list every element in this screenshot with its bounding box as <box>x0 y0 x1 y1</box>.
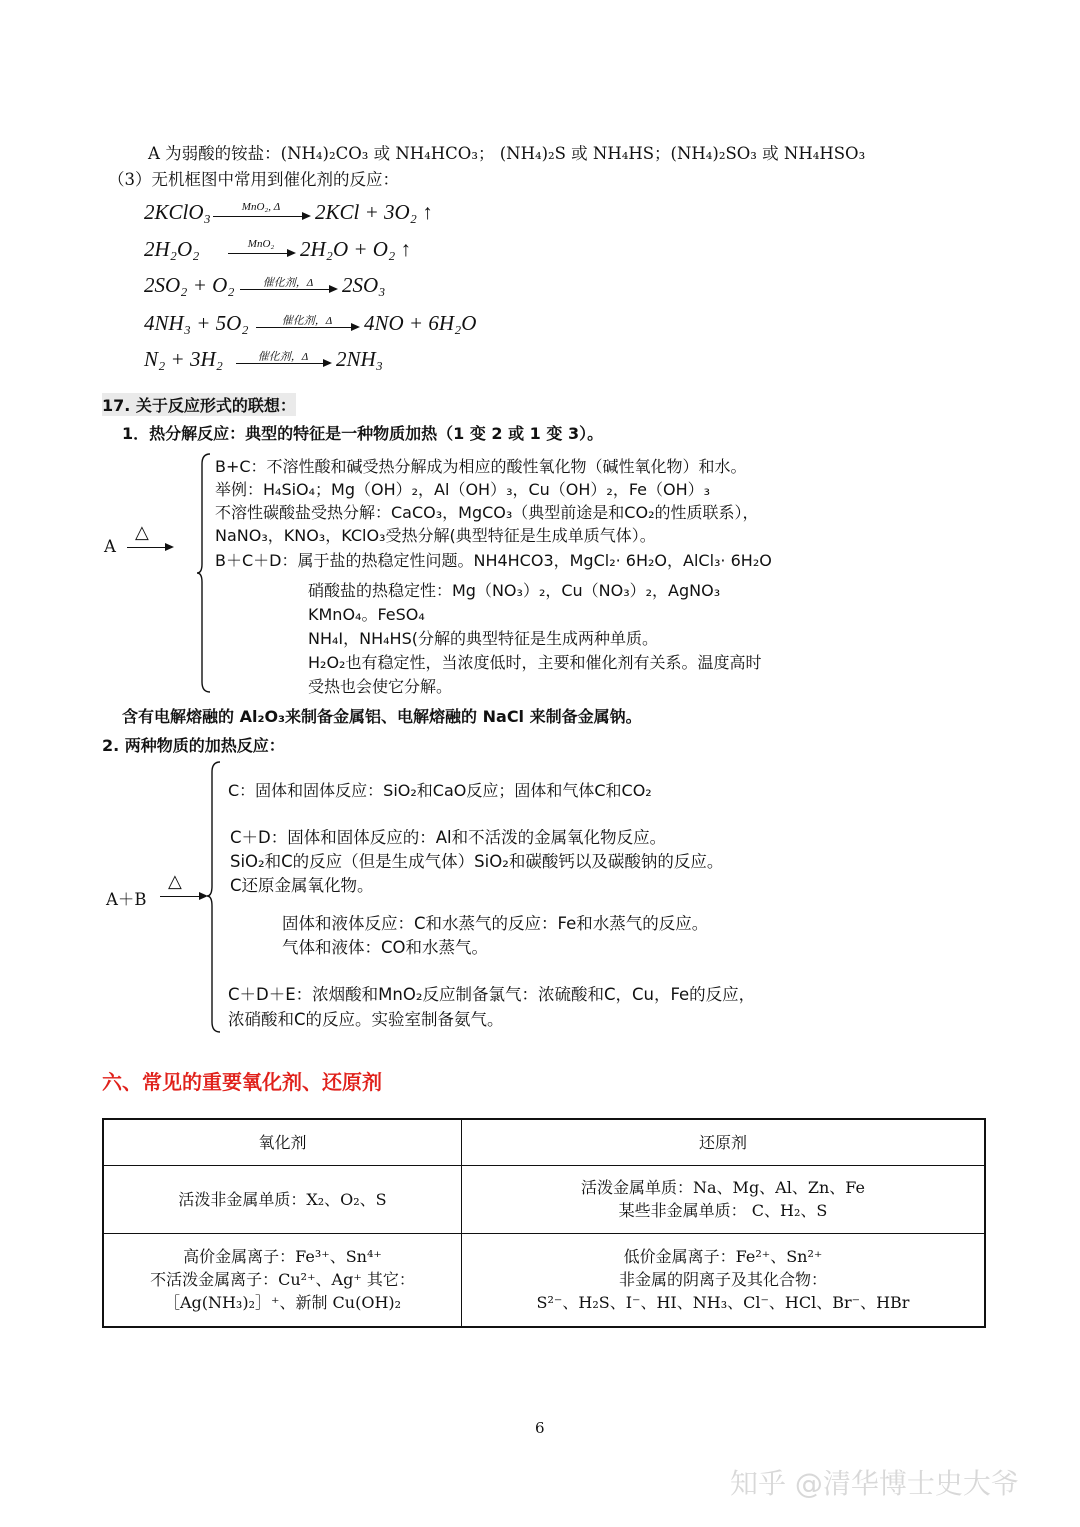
table-cell-line: ［Ag(NH₃)₂］⁺、新制 Cu(OH)₂ <box>163 1293 402 1313</box>
twos-cd-indented-line: 气体和液体：CO和水蒸气。 <box>282 938 489 957</box>
table-cell <box>103 1233 462 1327</box>
oxidant-reductant-table <box>102 1118 986 1328</box>
table-cell-line: 非金属的阴离子及其化合物： <box>618 1270 827 1290</box>
equation-right: 2NH₃ <box>336 347 383 371</box>
table-cell <box>462 1233 986 1327</box>
table-cell-line: 低价金属离子：Fe²⁺、Sn²⁺ <box>623 1247 823 1267</box>
twos-brace-icon <box>206 760 224 1034</box>
intro-line: A 为弱酸的铵盐：(NH₄)₂CO₃ 或 NH₄HCO₃； (NH₄)₂S 或 NH₄HS；(NH₄)₂SO₃ 或 NH₄HSO₃ <box>148 144 866 163</box>
section-17-heading: 17. 关于反应形式的联想： <box>102 393 296 416</box>
table-cell-line: 某些非金属单质： C、H₂、S <box>618 1201 828 1220</box>
decomp-arrow-icon <box>127 547 172 548</box>
reaction-arrow-icon <box>236 363 330 364</box>
decomp-line: 不溶性碳酸盐受热分解：CaCO₃，MgCO₃（典型前途是和CO₂的性质联系）， <box>215 503 759 522</box>
section-6-heading: 六、常见的重要氧化剂、还原剂 <box>102 1070 382 1094</box>
decomp-line: NaNO₃，KNO₃，KClO₃受热分解(典型特征是生成单质气体）。 <box>215 526 656 545</box>
twos-cde-line: C＋D＋E：浓烟酸和MnO₂反应制备氯气：浓硫酸和C，Cu，Fe的反应， <box>228 985 756 1004</box>
table-cell-line: 高价金属离子：Fe³⁺、Sn⁴⁺ <box>183 1247 382 1267</box>
equation-right: 2H₂O + O₂ ↑ <box>300 237 412 261</box>
equation-left: N₂ + 3H₂ <box>144 347 223 371</box>
equation-left: 2H₂O₂ <box>144 237 200 261</box>
reaction-arrow-icon <box>213 216 309 217</box>
reaction-arrow-icon <box>240 289 336 290</box>
triangle-mark-2: △ <box>168 871 182 892</box>
decomp-indented-line: 受热也会使它分解。 <box>308 677 453 696</box>
table-cell-line: 活泼非金属单质：X₂、O₂、S <box>178 1189 387 1209</box>
triangle-mark: △ <box>135 522 149 543</box>
decomp-indented-line: 硝酸盐的热稳定性：Mg（NO₃）₂，Cu（NO₃）₂，AgNO₃ <box>308 581 721 600</box>
decomp-indented-line: NH₄I，NH₄HS(分解的典型特征是生成两种单质。 <box>308 629 658 648</box>
decomp-brace-icon <box>196 452 214 694</box>
decomp-indented-line: KMnO₄。FeSO₄ <box>308 605 425 624</box>
equation-condition: MnO₂, Δ <box>241 201 281 213</box>
electrolysis-note: 含有电解熔融的 Al₂O₃来制备金属铝、电解熔融的 NaCl 来制备金属钠。 <box>122 707 642 726</box>
twos-arrow-icon <box>160 896 206 897</box>
equation-left: 2KClO₃ <box>144 200 211 224</box>
twos-left-label: A＋B <box>106 890 147 909</box>
equation-left: 2SO₂ + O₂ <box>144 273 235 297</box>
decomp-line: 举例：H₄SiO₄；Mg（OH）₂，Al（OH）₃，Cu（OH）₂，Fe（OH）₃ <box>215 480 711 499</box>
twos-cd-line: C还原金属氧化物。 <box>230 876 374 895</box>
decomp-line: B+C：不溶性酸和碱受热分解成为相应的酸性氧化物（碱性氧化物）和水。 <box>215 457 747 476</box>
header-oxidant: 氧化剂 <box>103 1119 462 1165</box>
twos-cde-line: 浓硝酸和C的反应。实验室制备氨气。 <box>228 1010 504 1029</box>
reaction-arrow-icon <box>256 327 358 328</box>
twos-cd-line: SiO₂和C的反应（但是生成气体）SiO₂和碳酸钙以及碳酸钠的反应。 <box>230 852 724 871</box>
page-number: 6 <box>535 1419 545 1437</box>
reaction-arrow-icon <box>228 253 294 254</box>
table-cell <box>103 1165 462 1233</box>
equation-condition: 催化剂，Δ <box>257 351 309 363</box>
sub2-heading: 2. 两种物质的加热反应： <box>102 736 285 755</box>
header-reductant: 还原剂 <box>462 1119 986 1165</box>
sub1-heading: 1．热分解反应：典型的特征是一种物质加热（1 变 2 或 1 变 3）。 <box>122 424 604 443</box>
equation-right: 2KCl + 3O₂ ↑ <box>315 200 433 224</box>
decomp-line: B＋C＋D：属于盐的热稳定性问题。NH4HCO3，MgCl₂· 6H₂O，AlCl₃· 6H₂O <box>215 551 772 570</box>
equation-left: 4NH₃ + 5O₂ <box>144 311 249 335</box>
equation-condition: 催化剂，Δ <box>262 277 314 289</box>
equation-right: 2SO₃ <box>342 273 386 297</box>
twos-c-line: C：固体和固体反应：SiO₂和CaO反应；固体和气体C和CO₂ <box>228 781 652 800</box>
table-cell-line: 活泼金属单质：Na、Mg、Al、Zn、Fe <box>581 1178 865 1197</box>
equation-right: 4NO + 6H₂O <box>364 311 477 335</box>
watermark: 知乎 @清华博士史大爷 <box>730 1467 1019 1500</box>
decomp-left-label: A <box>104 537 116 556</box>
twos-cd-indented-line: 固体和液体反应：C和水蒸气的反应：Fe和水蒸气的反应。 <box>282 914 709 933</box>
table-cell-line: S²⁻、H₂S、I⁻、HI、NH₃、Cl⁻、HCl、Br⁻、HBr <box>536 1293 910 1313</box>
twos-cd-line: C＋D：固体和固体反应的：Al和不活泼的金属氧化物反应。 <box>230 828 667 847</box>
equation-condition: 催化剂，Δ <box>281 315 333 327</box>
table-cell-line: 不活泼金属离子：Cu²⁺、Ag⁺ 其它： <box>150 1270 415 1290</box>
decomp-indented-line: H₂O₂也有稳定性，当浓度低时，主要和催化剂有关系。温度高时 <box>308 653 762 672</box>
equation-condition: MnO₂ <box>247 238 275 250</box>
catalyst-heading: （3）无机框图中常用到催化剂的反应： <box>108 170 399 189</box>
table-cell <box>462 1165 986 1233</box>
